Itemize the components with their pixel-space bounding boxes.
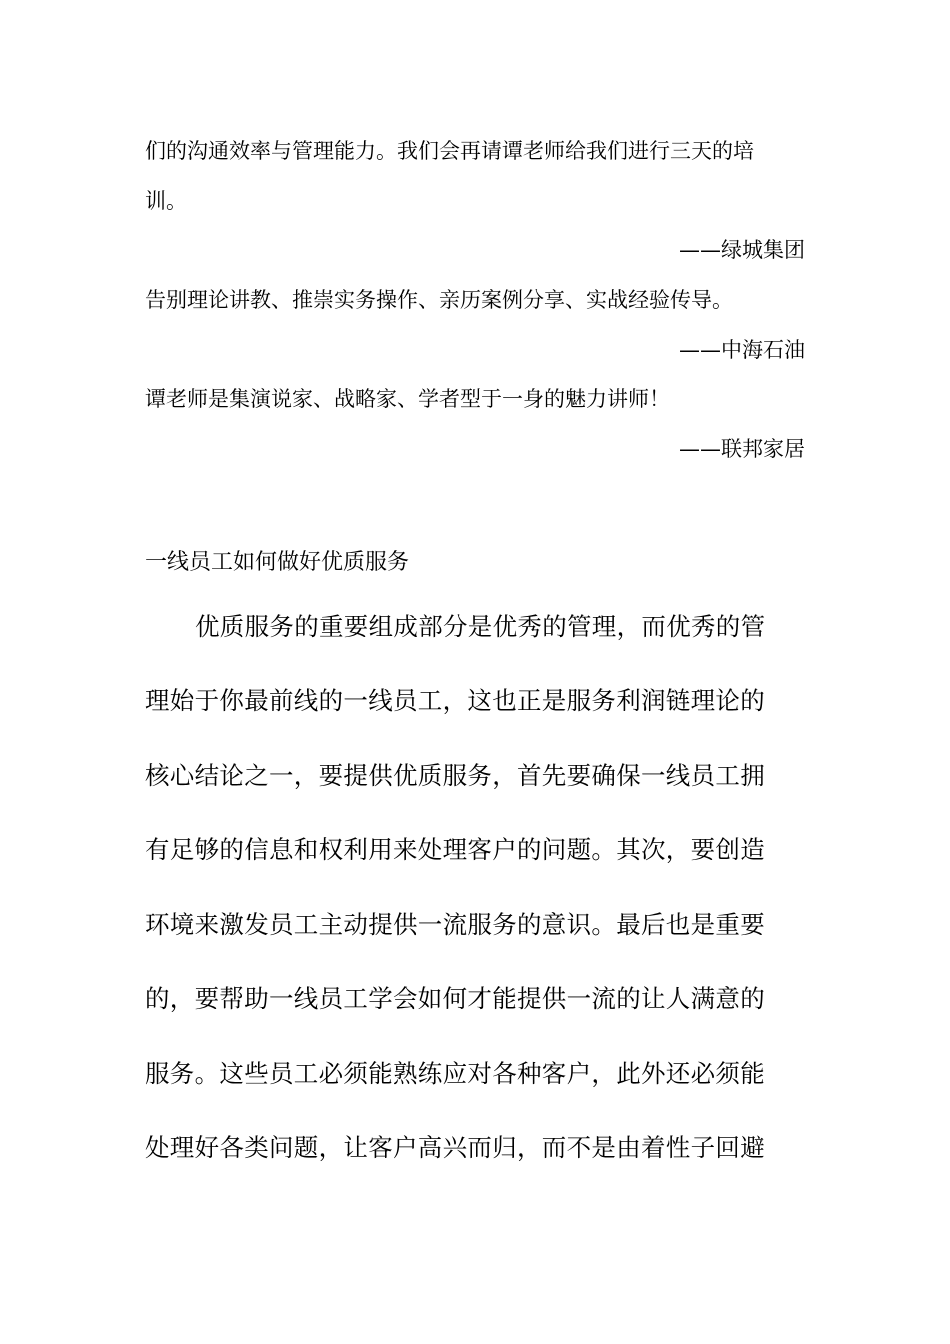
testimonial-text-line-1: 们的沟通效率与管理能力。我们会再请谭老师给我们进行三天的培 bbox=[145, 139, 754, 163]
article-line: 理始于你最前线的一线员工，这也正是服务利润链理论的 bbox=[145, 686, 765, 715]
article-line: 服务。这些员工必须能熟练应对各种客户，此外还必须能 bbox=[145, 1059, 765, 1088]
article-line: 处理好各类问题，让客户高兴而归，而不是由着性子回避 bbox=[145, 1133, 765, 1162]
article-line: 环境来激发员工主动提供一流服务的意识。最后也是重要 bbox=[145, 910, 765, 939]
article-line: 核心结论之一，要提供优质服务，首先要确保一线员工拥 bbox=[145, 761, 765, 790]
testimonial-source-2: ——中海石油 bbox=[679, 338, 805, 362]
testimonial-source-3: ——联邦家居 bbox=[679, 437, 805, 461]
testimonial-text-line-2: 训。 bbox=[145, 189, 187, 213]
article-line: 有足够的信息和权利用来处理客户的问题。其次，要创造 bbox=[145, 835, 765, 864]
testimonial-source-1: ——绿城集团 bbox=[679, 238, 805, 262]
testimonial-quote-2: 告别理论讲教、推崇实务操作、亲历案例分享、实战经验传导。 bbox=[145, 288, 733, 312]
testimonial-quote-3: 谭老师是集演说家、战略家、学者型于一身的魅力讲师！ bbox=[145, 387, 670, 411]
article-line: 优质服务的重要组成部分是优秀的管理，而优秀的管 bbox=[195, 612, 766, 641]
article-line: 的，要帮助一线员工学会如何才能提供一流的让人满意的 bbox=[145, 984, 765, 1013]
article-title: 一线员工如何做好优质服务 bbox=[145, 550, 410, 575]
